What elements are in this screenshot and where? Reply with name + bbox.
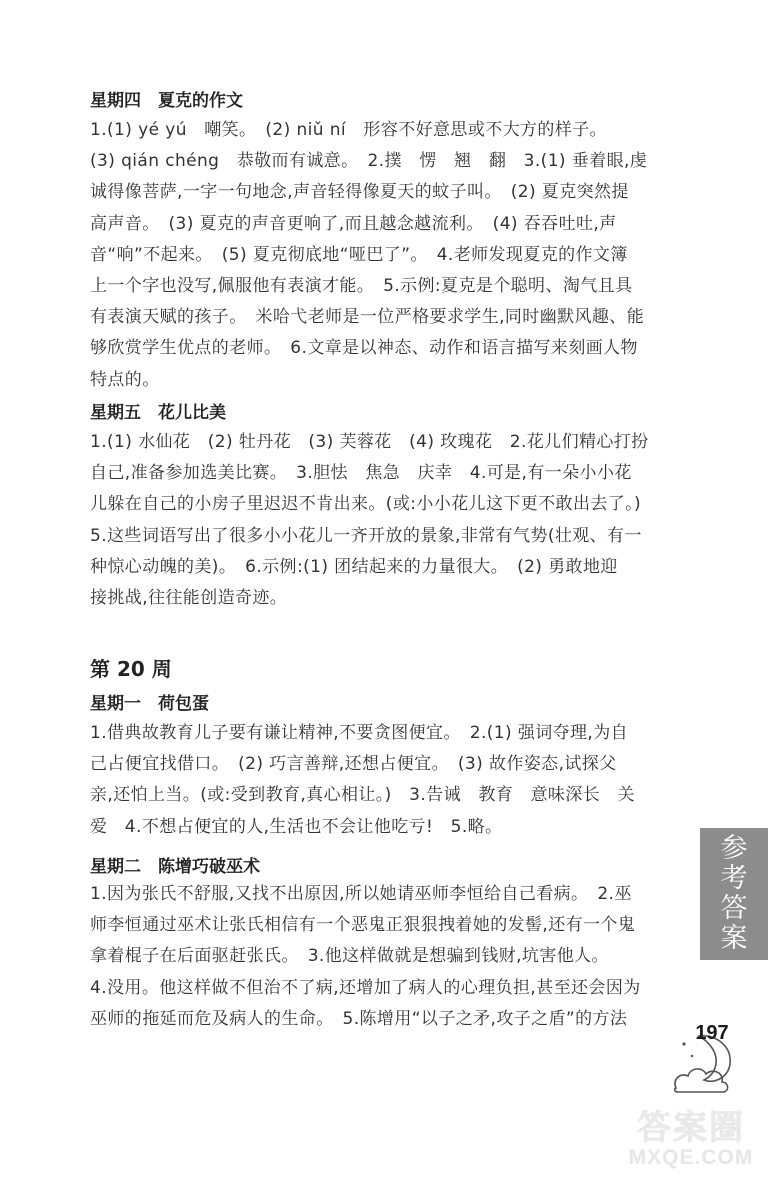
site-watermark [616, 1100, 766, 1176]
week-heading: 第 20 周 [90, 657, 172, 681]
text-line: 1.(1) yé yú 嘲笑。 (2) niǔ ní 形容不好意思或不大方的样子。 [90, 120, 608, 140]
text-line: 己占便宜找借口。 (2) 巧言善辩,还想占便宜。 (3) 故作姿态,试探父 [90, 754, 617, 775]
section-body-monday [90, 718, 700, 843]
watermark-logo: 答案圈 [637, 1108, 745, 1148]
text-line: 1.(1) 水仙花 (2) 牡丹花 (3) 芙蓉花 (4) 玫瑰花 2.花儿们精心打扮 [90, 432, 649, 452]
text-line: 1.借典故教育儿子要有谦让精神,不要贪图便宜。 2.(1) 强词夺理,为自 [90, 723, 629, 743]
text-line: 爱 4.不想占便宜的人,生活也不会让他吃亏! 5.略。 [90, 816, 503, 837]
text-line: 亲,还怕上当。(或:受到教育,真心相让。) 3.告诫 教育 意味深长 关 [90, 785, 635, 806]
tab-char: 参 [720, 833, 748, 864]
tab-char: 答 [720, 893, 748, 924]
reference-answers-tab [700, 828, 768, 960]
text-line: 种惊心动魄的美)。 6.示例:(1) 团结起来的力量很大。 (2) 勇敢地迎 [90, 556, 618, 577]
text-line: 有表演天赋的孩子。 米哈弋老师是一位严格要求学生,同时幽默风趣、能 [90, 307, 645, 328]
page-number: 197 [695, 1022, 729, 1044]
text-line: (3) qián chéng 恭敬而有诚意。 2.撲 愣 翘 翻 3.(1) 垂着眼,虔 [90, 151, 648, 172]
text-line: 5.这些词语写出了很多小小花儿一齐开放的景象,非常有气势(壮观、有一 [90, 525, 642, 546]
section-heading-thursday: 星期四 夏克的作文 [90, 91, 243, 111]
text-line: 儿躲在自己的小房子里迟迟不肯出来。(或:小小花儿这下更不敢出去了。) [90, 494, 642, 515]
text-line: 够欣赏学生优点的老师。 6.文章是以神态、动作和语言描写来刻画人物 [90, 338, 638, 359]
tab-char: 考 [720, 863, 748, 894]
text-line: 高声音。 (3) 夏克的声音更响了,而且越念越流利。 (4) 吞吞吐吐,声 [90, 213, 617, 234]
text-line: 拿着棍子在后面驱赶张氏。 3.他这样做就是想骗到钱财,坑害他人。 [90, 946, 609, 967]
text-line: 巫师的拖延而危及病人的生命。 5.陈增用“以子之矛,攻子之盾”的方法 [90, 1008, 628, 1029]
section-heading-monday: 星期一 荷包蛋 [90, 694, 209, 714]
text-line: 4.没用。他这样做不但治不了病,还增加了病人的心理负担,甚至还会因为 [90, 977, 641, 998]
section-heading-friday: 星期五 花儿比美 [90, 403, 226, 423]
text-line: 自己,准备参加选美比赛。 3.胆怯 焦急 庆幸 4.可是,有一朵小小花 [90, 463, 632, 484]
watermark-url: MXQE.COM [628, 1146, 754, 1169]
text-line: 音“响”不起来。 (5) 夏克彻底地“哑巴了”。 4.老师发现夏克的作文簿 [90, 244, 628, 265]
text-line: 上一个字也没写,佩服他有表演才能。 5.示例:夏克是个聪明、淘气且具 [90, 276, 633, 297]
text-line: 接挑战,往往能创造奇迹。 [90, 588, 288, 609]
section-body-thursday [90, 115, 700, 396]
section-heading-tuesday: 星期二 陈增巧破巫术 [90, 857, 260, 877]
text-line: 特点的。 [90, 369, 160, 390]
section-body-friday [90, 427, 700, 614]
section-body-tuesday [90, 879, 700, 1035]
text-line: 师李恒通过巫术让张氏相信有一个恶鬼正狠狠拽着她的发髻,还有一个鬼 [90, 915, 636, 936]
tab-char: 案 [720, 923, 748, 954]
text-line: 诚得像菩萨,一字一句地念,声音轻得像夏天的蚊子叫。 (2) 夏克突然提 [90, 182, 629, 203]
text-line: 1.因为张氏不舒服,又找不出原因,所以她请巫师李恒给自己看病。 2.巫 [90, 884, 632, 904]
